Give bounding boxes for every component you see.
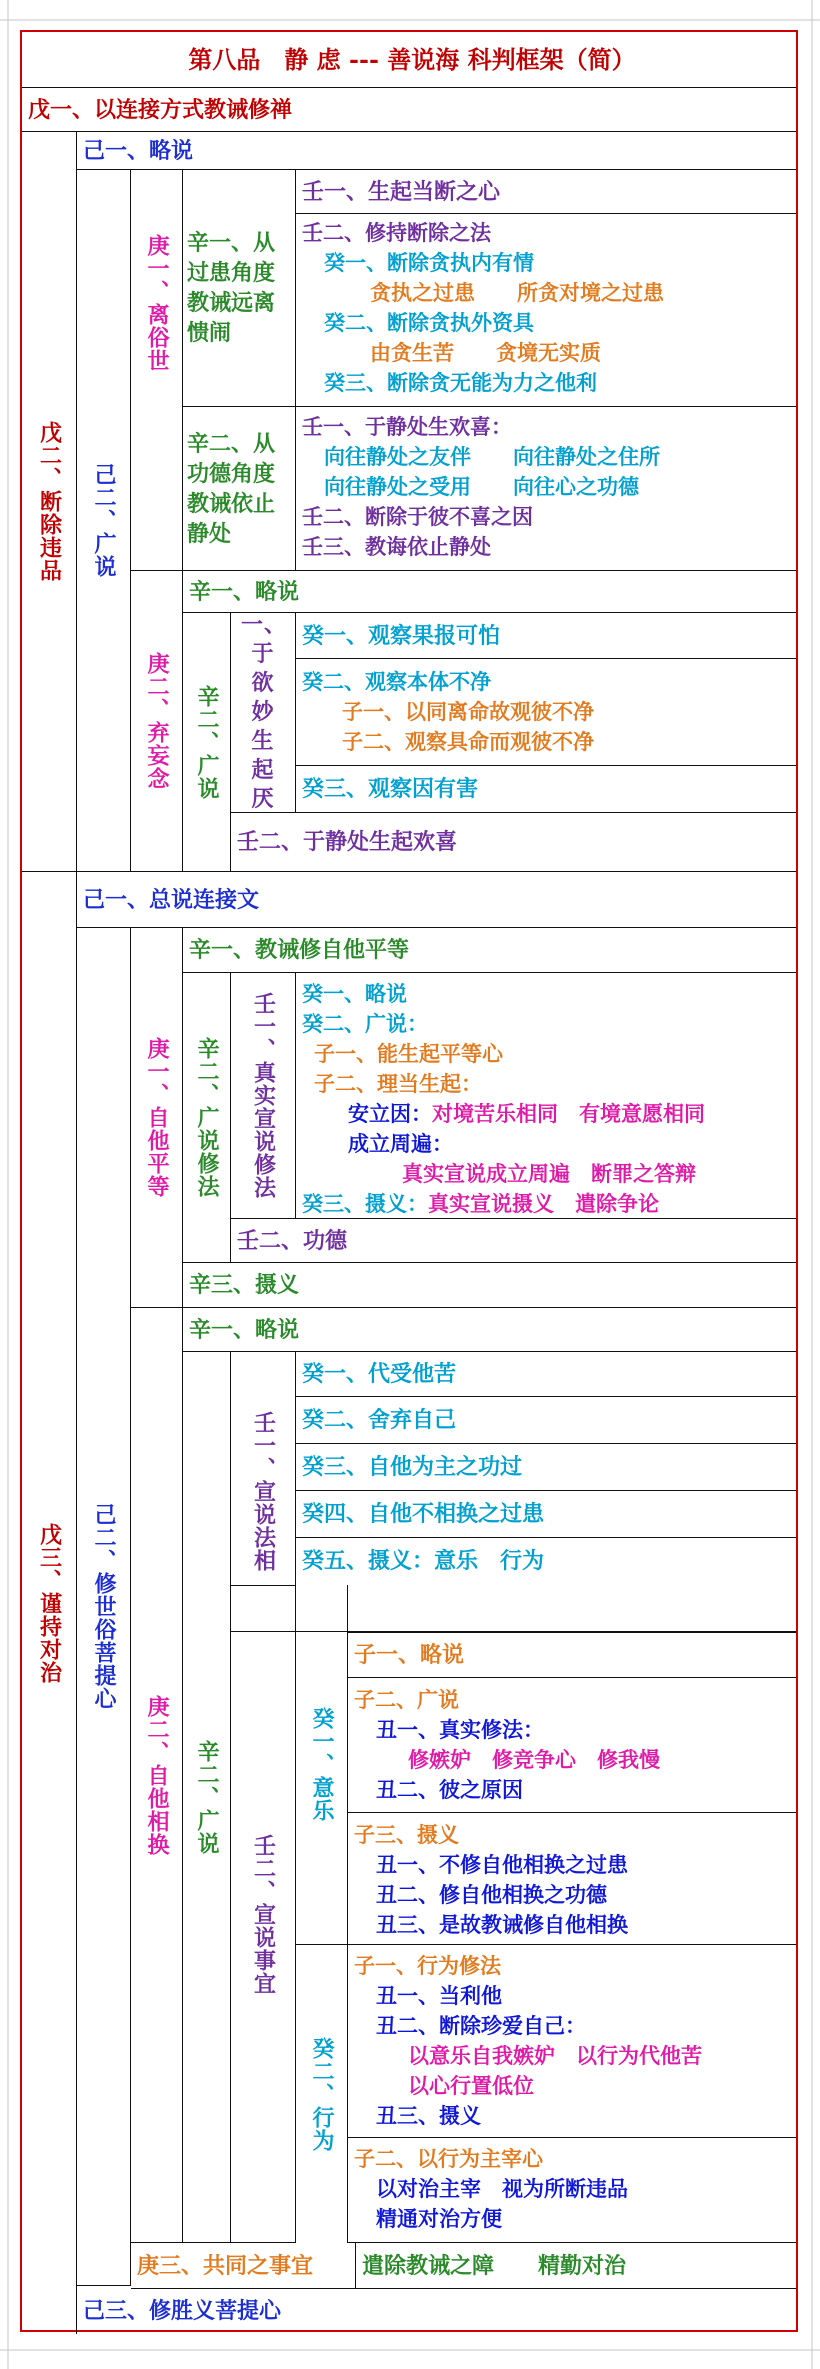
b-anli-items: 对境苦乐相同 有境意愿相同	[432, 1101, 705, 1126]
b-g5-label: 癸五、摄义：意乐 行为	[302, 1548, 545, 1574]
a-geng2-label: 庚二、弃妄念	[144, 652, 170, 790]
a-ji2-label: 己二、广说	[91, 463, 117, 578]
b-ren1-label: 壬一、真实宣说修法	[250, 992, 277, 1199]
b-g4	[296, 1491, 796, 1538]
section-wu1	[22, 88, 796, 132]
a-gui2-zi1: 子一、以同离命故观彼不净	[342, 699, 594, 724]
a-ren2b-label: 壬二、于静处生起欢喜	[237, 829, 458, 855]
b-ji1	[77, 872, 796, 928]
a-xin1b-label: 辛一、略说	[189, 578, 300, 605]
b-geng1	[131, 928, 183, 1308]
b-xin2-label: 辛二、广说修法	[194, 1037, 220, 1198]
a-gui2	[296, 659, 796, 766]
b-g2	[296, 1397, 796, 1444]
b-gui2: 癸二、广说：	[302, 1011, 428, 1036]
b-z4-chou3: 丑三、摄义	[376, 2103, 481, 2128]
a-ren2-gui1-items: 贪执之过患 所贪对境之过患	[370, 280, 664, 305]
a-ren1b-label: 一、于欲妙生起厌	[241, 613, 288, 812]
b-z1-label: 子一、略说	[354, 1642, 465, 1668]
a-ren1	[296, 170, 796, 214]
wu2-label: 戊二、断除违品	[36, 421, 63, 582]
b-z4-chou1: 丑一、当利他	[376, 1983, 502, 2008]
b-z2-title: 子二、广说	[354, 1687, 459, 1712]
b-g4-label: 癸四、自他不相换之过患	[302, 1501, 545, 1527]
a-geng1	[131, 170, 183, 571]
a-xin2-label: 辛二、从功德角度教诫依止静处	[187, 430, 276, 547]
b-xin1-label: 辛一、教诫修自他平等	[189, 937, 410, 963]
page-title: 第八品 静 虑 --- 善说海 科判框架（简）	[188, 44, 636, 74]
b-geng2-label: 庚二、自他相换	[144, 1694, 170, 1856]
a-xin2-ren3: 壬三、教诲依止静处	[302, 534, 491, 559]
b-gui1-yile-label: 癸一、意乐	[309, 1707, 335, 1822]
a-ren2-gui2: 癸二、断除贪执外资具	[324, 310, 534, 335]
b-zi1: 子一、能生起平等心	[314, 1041, 503, 1066]
b-ren2	[231, 1219, 796, 1263]
a-ji1-label: 己一、略说	[83, 137, 194, 164]
a-gui2-zi2: 子二、观察具命而观彼不净	[342, 729, 594, 754]
b-ren1-content	[296, 973, 796, 1219]
b-z3-chou2: 丑二、修自他相换之功德	[376, 1882, 607, 1907]
outline-table	[20, 30, 798, 2332]
b-z4-items1: 以意乐自我嫉妒 以行为代他苦	[408, 2043, 702, 2068]
b-z2-items: 修嫉妒 修竞争心 修我慢	[408, 1747, 660, 1772]
b-anli-label: 安立因：	[348, 1101, 432, 1126]
b-zi2: 子二、理当生起：	[314, 1071, 482, 1096]
a-xin1-label: 辛一、从过患角度教诫远离愦闹	[187, 230, 276, 346]
b-geng1-label: 庚一、自他平等	[144, 1037, 170, 1198]
b-ji1-label: 己一、总说连接文	[83, 886, 260, 913]
a-ren1-label: 壬一、生起当断之心	[302, 178, 501, 205]
b-z4-title: 子一、行为修法	[354, 1953, 501, 1978]
a-ren2-gui1: 癸一、断除贪执内有情	[324, 250, 534, 275]
a-xin2-items1: 向往静处之友伴 向往静处之住所	[324, 444, 660, 469]
wu1-label: 戊一、以连接方式教诫修禅	[28, 96, 293, 123]
a-gui2-title: 癸二、观察本体不净	[302, 669, 491, 694]
a-gui1-label: 癸一、观察果报可怕	[302, 622, 501, 649]
b-z1	[348, 1632, 796, 1678]
b-z2-chou1: 丑一、真实修法：	[376, 1717, 544, 1742]
section-wu2	[22, 132, 77, 872]
a-ren1b	[231, 613, 296, 813]
b-xin3	[183, 1263, 796, 1308]
b-xin1	[183, 928, 796, 973]
a-ji2	[77, 170, 131, 872]
b-xin2	[183, 973, 231, 1263]
b-ji2	[77, 928, 131, 2286]
b-ji2-label: 己二、修世俗菩提心	[91, 1503, 117, 1710]
b-gui2-xingwei	[296, 1945, 348, 2243]
b-g2-label: 癸二、舍弃自己	[302, 1407, 457, 1433]
b-z5-items1: 以对治主宰 视为所断违品	[376, 2176, 628, 2201]
b-geng3-label: 庚三、共同之事宜	[137, 2252, 314, 2279]
b-geng3-items: 遣除教诫之障 精勤对治	[362, 2252, 627, 2279]
b-geng2	[131, 1308, 183, 2243]
b-ren2-label: 壬二、功德	[237, 1227, 348, 1254]
a-ren2-gui2-items: 由贪生苦 贪境无实质	[370, 340, 601, 365]
b-geng3-content	[356, 2243, 796, 2289]
a-ji1	[77, 132, 796, 170]
b-z2	[348, 1678, 796, 1813]
b-gui3-label: 癸三、摄义：	[302, 1191, 428, 1216]
b-z5	[348, 2138, 796, 2243]
a-xin2-content	[296, 407, 796, 571]
b-ji3-label: 己三、修胜义菩提心	[83, 2297, 282, 2324]
section-wu3	[22, 872, 77, 2334]
b-z4-items2: 以心行置低位	[408, 2073, 534, 2098]
b-xin2b	[183, 1352, 231, 2243]
a-xin2	[183, 407, 296, 571]
title-row	[22, 32, 796, 88]
b-z4-chou2: 丑二、断除珍爱自己：	[376, 2013, 586, 2038]
b-z2-chou2: 丑二、彼之原因	[376, 1777, 523, 1802]
b-z3-title: 子三、摄义	[354, 1822, 459, 1847]
b-gui3-items: 真实宣说摄义 遣除争论	[428, 1191, 659, 1216]
a-xin2-ren2: 壬二、断除于彼不喜之因	[302, 504, 533, 529]
b-z3-chou1: 丑一、不修自他相换之过患	[376, 1852, 628, 1877]
a-xin2b-label: 辛二、广说	[194, 684, 220, 800]
a-gui1	[296, 613, 796, 659]
a-xin1	[183, 170, 296, 407]
b-gui2-xingwei-label: 癸二、行为	[309, 2036, 335, 2152]
b-geng3	[131, 2243, 356, 2289]
b-zhoubian-items: 真实宣说成立周遍 断罪之答辩	[402, 1161, 696, 1186]
b-ren1b-label: 壬一、宣说法相	[250, 1411, 277, 1572]
b-xin1b-label: 辛一、略说	[189, 1316, 300, 1343]
b-ren2b-label: 壬二、宣说事宜	[250, 1833, 277, 1995]
a-gui3-label: 癸三、观察因有害	[302, 776, 479, 802]
a-ren2-title: 壬二、修持断除之法	[302, 220, 491, 245]
b-g1	[296, 1352, 796, 1397]
b-g5	[296, 1538, 796, 1632]
b-z3-chou3: 丑三、是故教诫修自他相换	[376, 1912, 628, 1937]
a-xin2-items2: 向往静处之受用 向往心之功德	[324, 474, 639, 499]
b-z5-items2: 精通对治方便	[376, 2206, 502, 2231]
a-xin2-ren1: 壬一、于静处生欢喜：	[302, 414, 512, 439]
b-gui1: 癸一、略说	[302, 981, 407, 1006]
b-z4	[348, 1945, 796, 2138]
b-g3-label: 癸三、自他为主之功过	[302, 1454, 523, 1480]
b-g1-label: 癸一、代受他苦	[302, 1361, 457, 1387]
b-z3	[348, 1813, 796, 1945]
b-ren2b	[231, 1585, 296, 2243]
b-ren1	[231, 973, 296, 1219]
a-ren2b	[231, 813, 796, 872]
b-ji3	[77, 2289, 796, 2332]
b-xin1b	[183, 1308, 796, 1352]
a-ren2	[296, 214, 796, 407]
a-gui3	[296, 766, 796, 813]
b-z5-title: 子二、以行为主宰心	[354, 2146, 543, 2171]
a-ren2-gui3: 癸三、断除贪无能为力之他利	[324, 370, 597, 395]
b-zhoubian-label: 成立周遍：	[348, 1131, 453, 1156]
b-gui1-yile	[296, 1585, 348, 1945]
a-geng2	[131, 571, 183, 872]
a-geng1-label: 庚一、离俗世	[144, 234, 170, 372]
wu3-label: 戊三、谨持对治	[36, 1522, 63, 1684]
b-g3	[296, 1444, 796, 1491]
b-xin3-label: 辛三、摄义	[189, 1272, 300, 1298]
b-xin2b-label: 辛二、广说	[194, 1739, 220, 1855]
a-xin2b	[183, 613, 231, 872]
a-xin1b	[183, 571, 796, 613]
